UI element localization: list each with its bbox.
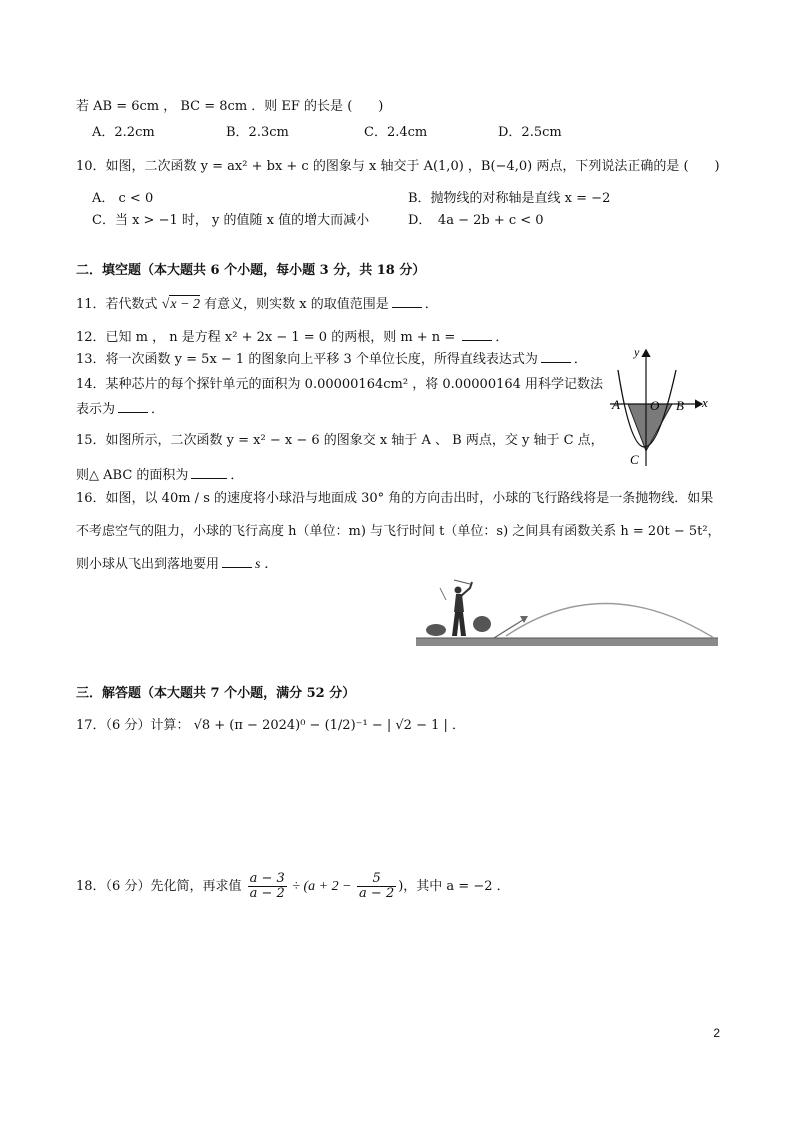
q18-fraction-2 xyxy=(357,872,396,901)
q14-answer-blank[interactable] xyxy=(118,400,148,413)
q16-line2: 不考虑空气的阻力，小球的飞行高度 h（单位：m) 与飞行时间 t（单位：s) 之间具有函数关系 h = 20t − 5t²， xyxy=(76,524,721,539)
golf-illustration xyxy=(414,578,720,650)
q11-after: 有意义，则实数 x 的取值范围是 xyxy=(200,297,389,312)
bush-left xyxy=(426,624,446,636)
q14-line1: 14．某种芯片的每个探针单元的面积为 0.00000164cm² ，将 0.00000164 用科学记数法 xyxy=(76,377,604,392)
q18-den2: a − 2 xyxy=(359,886,395,901)
q18-fraction-1 xyxy=(248,872,287,901)
q10-stem: 10．如图，二次函数 y = ax² + bx + c 的图象与 x 轴交于 A(1,0) ，B(−4,0) 两点，下列说法正确的是 ( ) xyxy=(76,159,720,174)
section2-heading: 二．填空题（本大题共 6 个小题，每小题 3 分，共 18 分） xyxy=(76,263,426,278)
q11-answer-blank[interactable] xyxy=(392,295,422,308)
q16-line3-before: 则小球从飞出到落地要用 xyxy=(76,557,220,572)
q14-line2 xyxy=(76,400,164,419)
q15-answer-blank[interactable] xyxy=(191,466,227,479)
q13-end: ． xyxy=(573,352,587,367)
ground-strip xyxy=(416,638,718,646)
q9-option-b: B．2.3cm xyxy=(226,125,289,140)
label-y: y xyxy=(634,345,640,359)
q12 xyxy=(76,328,508,347)
q17-text: 17．（6 分）计算： √8 + (π − 2024)⁰ − (1/2)⁻¹ − | √2 − 1 | ． xyxy=(76,718,466,733)
q15-end: ． xyxy=(230,468,244,483)
flight-arc xyxy=(506,603,714,638)
label-c: C xyxy=(630,452,639,467)
sqrt-symbol: √ xyxy=(161,297,170,312)
q9-option-c: C．2.4cm xyxy=(364,125,428,140)
section3-heading: 三．解答题（本大题共 7 个小题，满分 52 分） xyxy=(76,686,356,701)
q11-before: 11．若代数式 xyxy=(76,297,162,312)
q16-answer-blank[interactable] xyxy=(222,555,252,568)
q10-option-d: D． 4a − 2b + c < 0 xyxy=(408,213,544,228)
q10-option-b: B．抛物线的对称轴是直线 x = −2 xyxy=(408,191,611,206)
q9-option-a: A．2.2cm xyxy=(92,125,155,140)
q18-before: 18．（6 分）先化简，再求值 xyxy=(76,879,242,894)
q14-end: ． xyxy=(151,402,165,417)
q12-before: 12．已知 m ， n 是方程 x² + 2x − 1 = 0 的两根，则 m + n = xyxy=(76,330,460,345)
q16-line3 xyxy=(76,555,278,574)
q18-after: )，其中 a = −2 ． xyxy=(398,879,510,894)
q11 xyxy=(76,295,438,314)
q11-radicand: x − 2 xyxy=(170,297,201,312)
q12-answer-blank[interactable] xyxy=(462,328,492,341)
q10-option-a: A． c < 0 xyxy=(92,191,154,206)
q13-answer-blank[interactable] xyxy=(541,350,571,363)
trajectory-arrow xyxy=(494,618,526,638)
bush-right xyxy=(473,616,491,632)
q11-end: ． xyxy=(424,297,438,312)
q15-graph xyxy=(606,344,718,468)
q18-num1: a − 3 xyxy=(249,871,285,886)
q15-line2-before: 则△ ABC 的面积为 xyxy=(76,468,189,483)
q12-end: ． xyxy=(495,330,509,345)
q16-line3-after: s ． xyxy=(255,557,278,572)
q15-line2 xyxy=(76,466,243,485)
q9-option-d: D．2.5cm xyxy=(498,125,562,140)
q14-line2-before: 表示为 xyxy=(76,402,116,417)
q16-line1: 16．如图，以 40m / s 的速度将小球沿与地面成 30° 角的方向击出时，小球的飞行路线将是一条抛物线．如果 xyxy=(76,491,714,506)
label-a: A xyxy=(612,397,620,412)
q18-num2: 5 xyxy=(357,872,396,887)
label-o: O xyxy=(650,398,660,413)
q15-line1: 15．如图所示，二次函数 y = x² − x − 6 的图象交 x 轴于 A 、 B 两点，交 y 轴于 C 点， xyxy=(76,433,604,448)
q10-option-c: C．当 x > −1 时， y 的值随 x 值的增大而减小 xyxy=(92,213,370,228)
q13 xyxy=(76,350,587,369)
page-number: 2 xyxy=(713,1026,720,1040)
q18-den1: a − 2 xyxy=(249,886,285,901)
q18 xyxy=(76,870,510,904)
q13-before: 13．将一次函数 y = 5x − 1 的图象向上平移 3 个单位长度，所得直线表达式为 xyxy=(76,352,538,367)
q18-middle: ÷ (a + 2 − xyxy=(288,879,356,894)
label-x: x xyxy=(702,395,708,410)
q9-stem: 若 AB = 6cm ， BC = 8cm ．则 EF 的长是 ( ) xyxy=(76,99,384,114)
label-b: B xyxy=(676,398,684,413)
